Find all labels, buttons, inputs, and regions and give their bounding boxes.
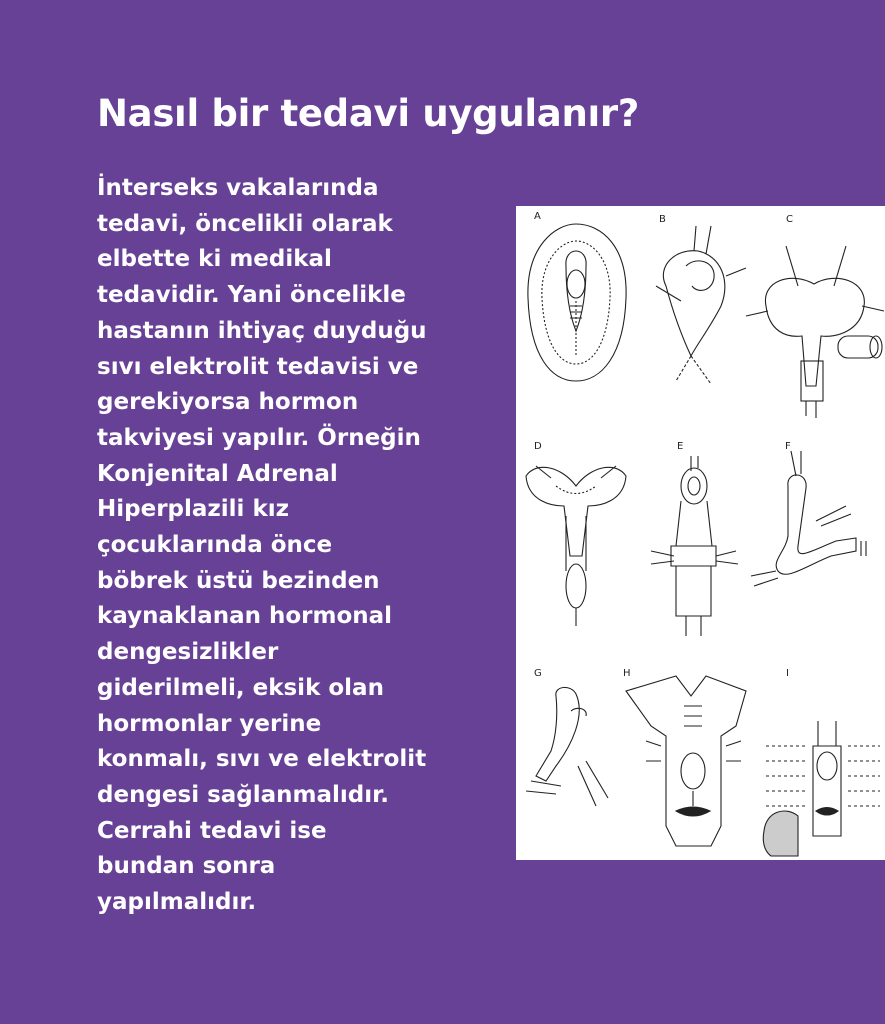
panel-label: C (786, 214, 793, 225)
panel-label: G (534, 668, 542, 679)
panel-d-drawing (526, 466, 626, 626)
body-line: gerekiyorsa hormon (97, 389, 359, 416)
panel-f-drawing (751, 451, 866, 586)
body-line: konmalı, sıvı ve elektrolit (97, 746, 427, 773)
panel-label: H (623, 668, 631, 679)
panel-c-drawing (746, 246, 884, 418)
body-line: bundan sonra (97, 853, 276, 880)
body-line: kaynaklanan hormonal (97, 603, 393, 630)
body-line: giderilmeli, eksik olan (97, 674, 384, 701)
panel-h-drawing (626, 676, 746, 846)
panel-e-drawing (651, 456, 738, 636)
panel-label: I (786, 668, 789, 679)
panel-label: D (534, 441, 542, 452)
body-line: takviyesi yapılır. Örneğin (97, 424, 421, 451)
body-line: tedavidir. Yani öncelikle (97, 282, 406, 309)
panel-label: A (534, 211, 541, 222)
page-title: Nasıl bir tedavi uygulanır? (97, 92, 639, 135)
body-line: Cerrahi tedavi ise (97, 817, 327, 844)
body-line: elbette ki medikal (97, 246, 332, 273)
panel-i-drawing (763, 721, 880, 856)
surgical-illustration-figure (516, 206, 885, 860)
body-line: sıvı elektrolit tedavisi ve (97, 353, 419, 380)
body-line: dengesizlikler (97, 639, 279, 666)
body-line: hastanın ihtiyaç duyduğu (97, 317, 427, 344)
body-line: İnterseks vakalarında (97, 175, 379, 201)
panel-label: F (785, 441, 791, 452)
panel-label: B (659, 214, 666, 225)
body-line: tedavi, öncelikli olarak (97, 210, 393, 237)
body-line: böbrek üstü bezinden (97, 567, 380, 594)
body-paragraph (97, 171, 497, 921)
panel-g-drawing (526, 687, 608, 806)
body-line: hormonlar yerine (97, 710, 322, 737)
body-line: çocuklarında önce (97, 532, 333, 559)
panel-a-drawing (528, 224, 626, 381)
panel-b-drawing (656, 226, 746, 384)
body-line: dengesi sağlanmalıdır. (97, 781, 389, 808)
body-line: yapılmalıdır. (97, 889, 257, 916)
body-line: Konjenital Adrenal (97, 460, 338, 487)
surgical-illustration-svg (516, 206, 885, 860)
panel-label: E (677, 441, 684, 452)
body-line: Hiperplazili kız (97, 496, 290, 523)
